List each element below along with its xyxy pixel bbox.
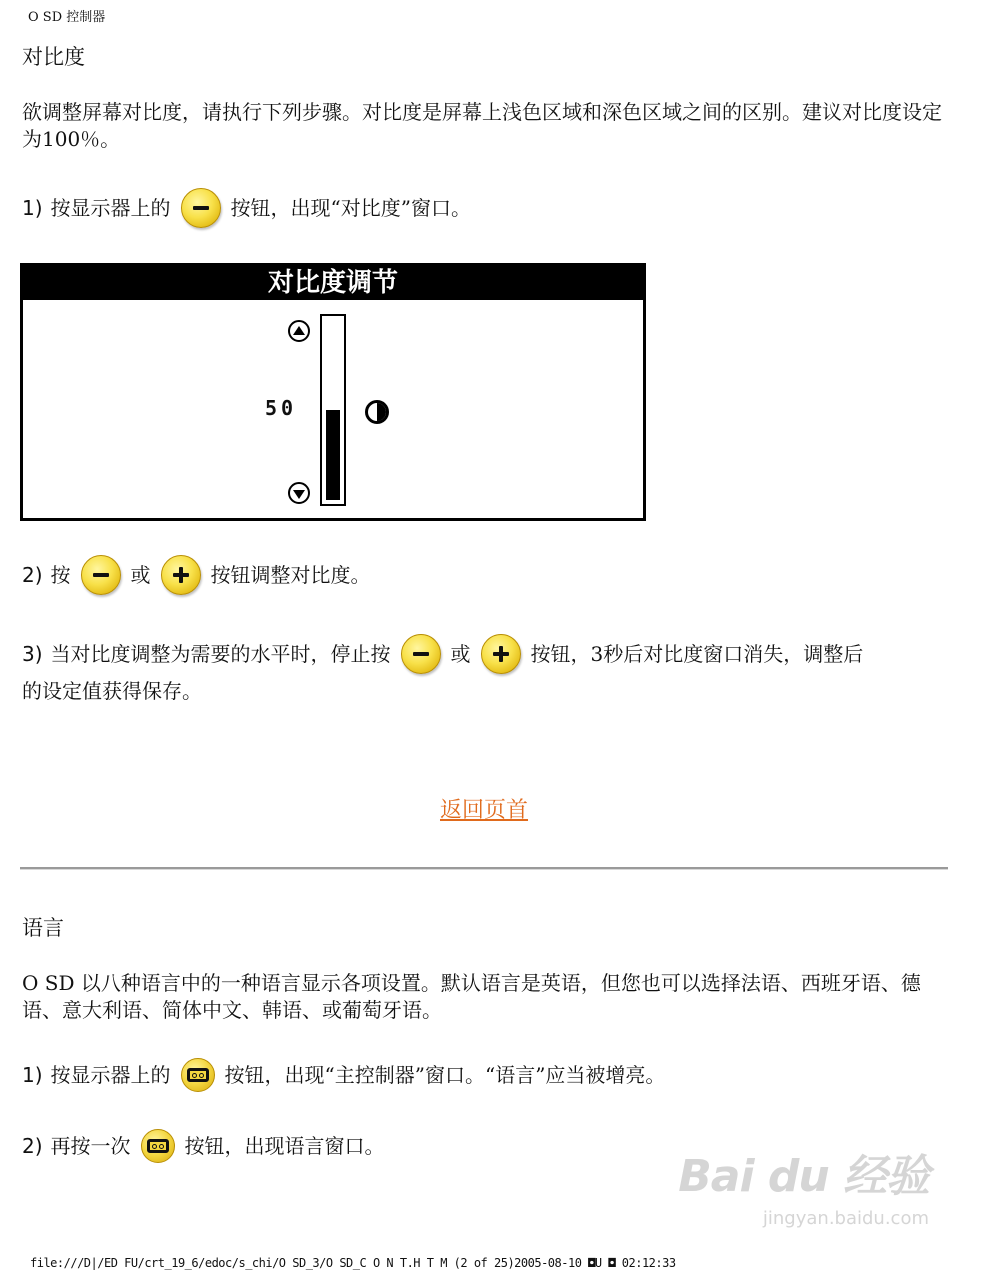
contrast-step-3-continued: 的设定值获得保存。	[22, 679, 202, 703]
osd-contrast-slider	[320, 314, 346, 506]
osd-window-title: 对比度调节	[23, 266, 643, 300]
step-text-mid: 或	[130, 563, 151, 587]
language-step-2	[22, 1126, 385, 1166]
step-number: 2)	[22, 1134, 43, 1158]
step-text-post: 按钮调整对比度。	[210, 563, 371, 587]
minus-button-icon	[401, 634, 441, 674]
step-number: 1)	[22, 1063, 43, 1087]
step-text-pre: 按	[50, 563, 71, 587]
plus-button-icon	[161, 555, 201, 595]
contrast-intro: 欲调整屏幕对比度，请执行下列步骤。对比度是屏幕上浅色区域和深色区域之间的区别。建议对比度设定为100％。	[22, 100, 942, 151]
step-number: 3)	[22, 642, 43, 666]
step-text-mid: 或	[450, 642, 471, 666]
osd-contrast-value: 50	[265, 396, 298, 420]
language-heading: 语言	[22, 916, 64, 940]
step-text-post: 按钮，3秒后对比度窗口消失，调整后	[530, 642, 864, 666]
contrast-heading: 对比度	[22, 45, 85, 69]
step-text-post: 按钮，出现语言窗口。	[184, 1134, 385, 1158]
page-header-title: O SD 控制器	[28, 10, 106, 25]
plus-button-icon	[481, 634, 521, 674]
minus-button-icon	[81, 555, 121, 595]
back-to-top-link[interactable]: 返回页首	[440, 798, 529, 823]
step-text-pre: 按显示器上的	[50, 1063, 171, 1087]
step-text-post: 按钮，出现“对比度”窗口。	[230, 196, 471, 220]
watermark-logo: Bai du 经验	[678, 1151, 929, 1202]
step-text-post: 按钮，出现“主控制器”窗口。“语言”应当被增亮。	[224, 1063, 666, 1087]
watermark-url: jingyan.baidu.com	[762, 1208, 929, 1229]
step-text-pre: 再按一次	[50, 1134, 131, 1158]
contrast-icon	[365, 400, 389, 424]
language-step-1	[22, 1055, 665, 1095]
step-number: 1)	[22, 196, 43, 220]
down-arrow-icon	[288, 482, 310, 504]
minus-button-icon	[181, 188, 221, 228]
contrast-step-1	[22, 188, 471, 228]
step-text-pre: 当对比度调整为需要的水平时，停止按	[50, 642, 391, 666]
osd-menu-button-icon	[181, 1058, 215, 1092]
page-footer-path: file:///D|/ED FU/crt_19_6/edoc/s_chi/O SD_3/O SD_C O N T.H T M (2 of 25)2005-08-10 ◘U ◘ 02:12:33	[30, 1256, 676, 1270]
osd-slider-fill	[326, 410, 340, 500]
osd-menu-button-icon	[141, 1129, 175, 1163]
up-arrow-icon	[288, 320, 310, 342]
language-intro: O SD 以八种语言中的一种语言显示各项设置。默认语言是英语，但您也可以选择法语、西班牙语、德语、意大利语、简体中文、韩语、或葡萄牙语。	[22, 971, 921, 1022]
osd-contrast-window	[20, 263, 646, 521]
step-text-pre: 按显示器上的	[50, 196, 171, 220]
baidu-watermark	[678, 1140, 929, 1229]
contrast-step-2	[22, 555, 371, 595]
step-number: 2)	[22, 563, 43, 587]
section-divider	[20, 867, 948, 870]
contrast-step-3	[22, 634, 863, 674]
